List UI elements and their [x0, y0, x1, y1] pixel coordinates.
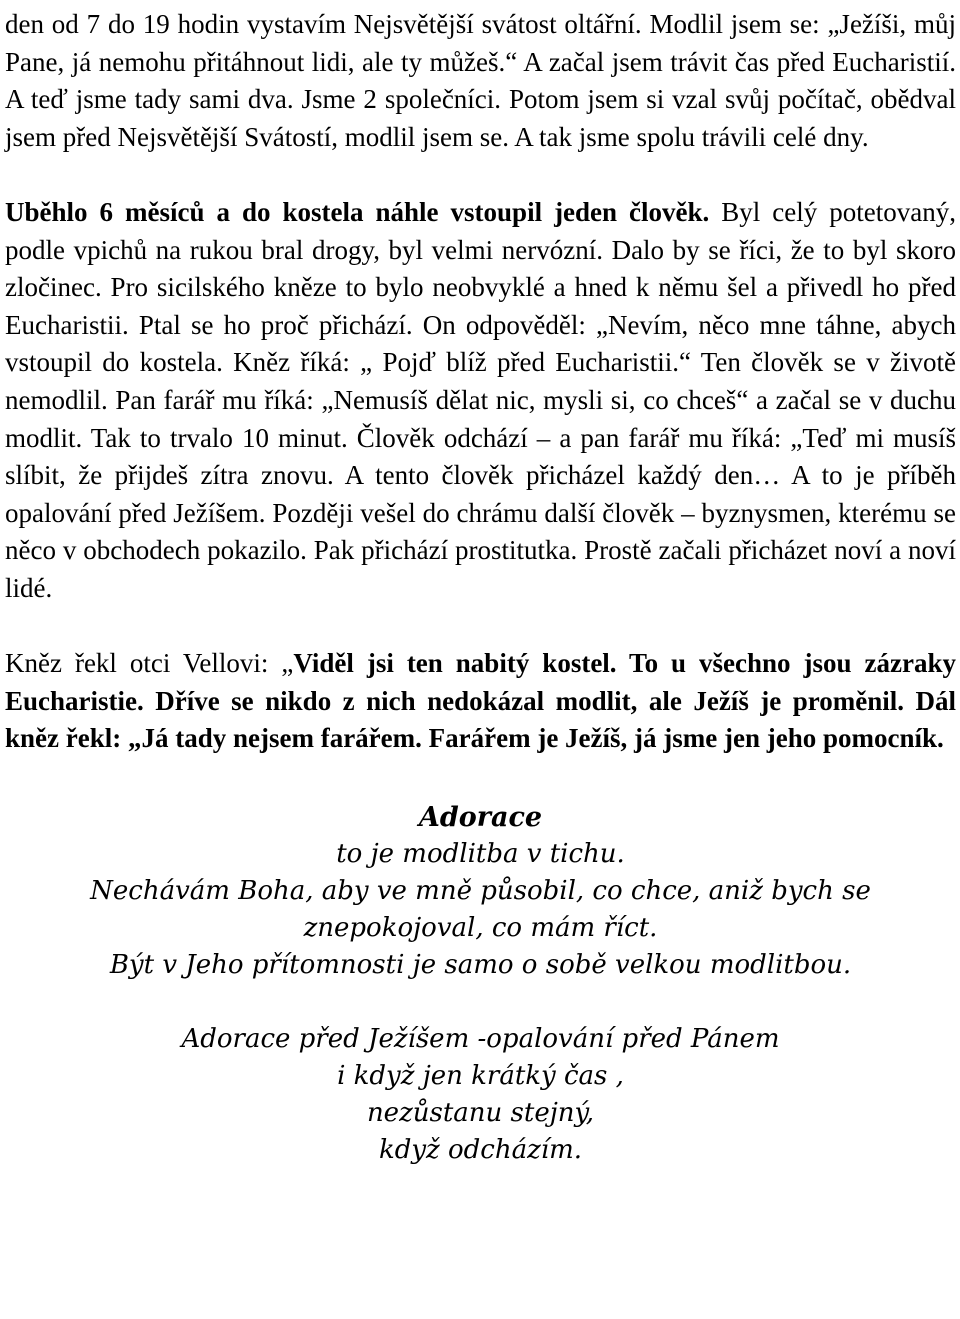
paragraph-story: [5, 194, 956, 608]
paragraph-quote: [5, 645, 956, 758]
paragraph-spacer: [5, 156, 956, 194]
paragraph-quote-intro: Kněz řekl otci Vellovi: „: [5, 648, 294, 679]
poem-spacer: [5, 984, 956, 1022]
poem-line: Adorace před Ježíšem -opalování před Pánem: [181, 1024, 780, 1055]
paragraph-intro: [5, 6, 956, 156]
paragraph-intro-text: den od 7 do 19 hodin vystavím Nejsvětější svátost oltářní. Modlil jsem se: „Ježíši, můj Pane, já nemohu přitáhnout lidi, ale ty můžeš.“ A začal jsem trávit čas před Eucharistií. A teď jsme tady sami dva. Jsme 2 společníci. Potom jsem si vzal svůj počítač, obědval jsem před Nejsvětější Svátostí, modlil jsem se. A tak jsme spolu trávili celé dny.: [5, 9, 956, 152]
poem-spacer: [5, 758, 956, 799]
poem-line: znepokojoval, co mám říct.: [303, 912, 658, 943]
poem-title: Adorace: [418, 801, 543, 833]
paragraph-story-bold-lead: Uběhlo 6 měsíců a do kostela náhle vstoupil jeden člověk.: [5, 196, 710, 227]
poem-closing: [5, 1021, 956, 1169]
poem-adorace: [5, 799, 956, 984]
paragraph-story-text: Byl celý potetovaný, podle vpichů na rukou bral drogy, byl velmi nervózní. Dalo by se říci, že to byl skoro zločinec. Pro sicilského kněze to bylo neobvyklé a hned k němu šel a přivedl ho před Eucharistii. Ptal se ho proč přichází. On odpověděl: „Nevím, něco mne táhne, abych vstoupil do kostela. Kněz říká: „ Pojď blíž před Eucharistii.“ Ten člověk se v životě nemodlil. Pan farář mu říká: „Nemusíš dělat nic, mysli si, co chceš“ a začal se v duchu modlit. Tak to trvalo 10 minut. Člověk odchází – a pan farář mu říká: „Teď mi musíš slíbit, že přijdeš zítra znovu. A tento člověk přicházel každý den… A to je příběh opalování před Ježíšem. Později vešel do chrámu další člověk – byznysmen, kterému se něco v obchodech pokazilo. Pak přichází prostitutka. Prostě začali přicházet noví a noví lidé.: [5, 196, 956, 603]
poem-line: to je modlitba v tichu.: [336, 838, 625, 869]
poem-line: když odcházím.: [378, 1135, 583, 1166]
poem-line: Být v Jeho přítomnosti je samo o sobě velkou modlitbou.: [109, 949, 852, 980]
poem-closing-body: [5, 1021, 956, 1169]
poem-body: [5, 836, 956, 984]
poem-line: nezůstanu stejný,: [366, 1098, 595, 1129]
paragraph-quote-bold: Viděl jsi ten nabitý kostel. To u všechno jsou zázraky Eucharistie. Dříve se nikdo z nich nedokázal modlit, ale Ježíš je proměnil. Dál kněz řekl: „Já tady nejsem farářem. Farářem je Ježíš, já jsme jen jeho pomocník.: [5, 648, 957, 754]
poem-line: Nechávám Boha, aby ve mně působil, co chce, aniž bych se: [90, 875, 871, 906]
poem-line: i když jen krátký čas ,: [337, 1061, 624, 1092]
paragraph-spacer: [5, 608, 956, 646]
document-page: [5, 6, 956, 1169]
